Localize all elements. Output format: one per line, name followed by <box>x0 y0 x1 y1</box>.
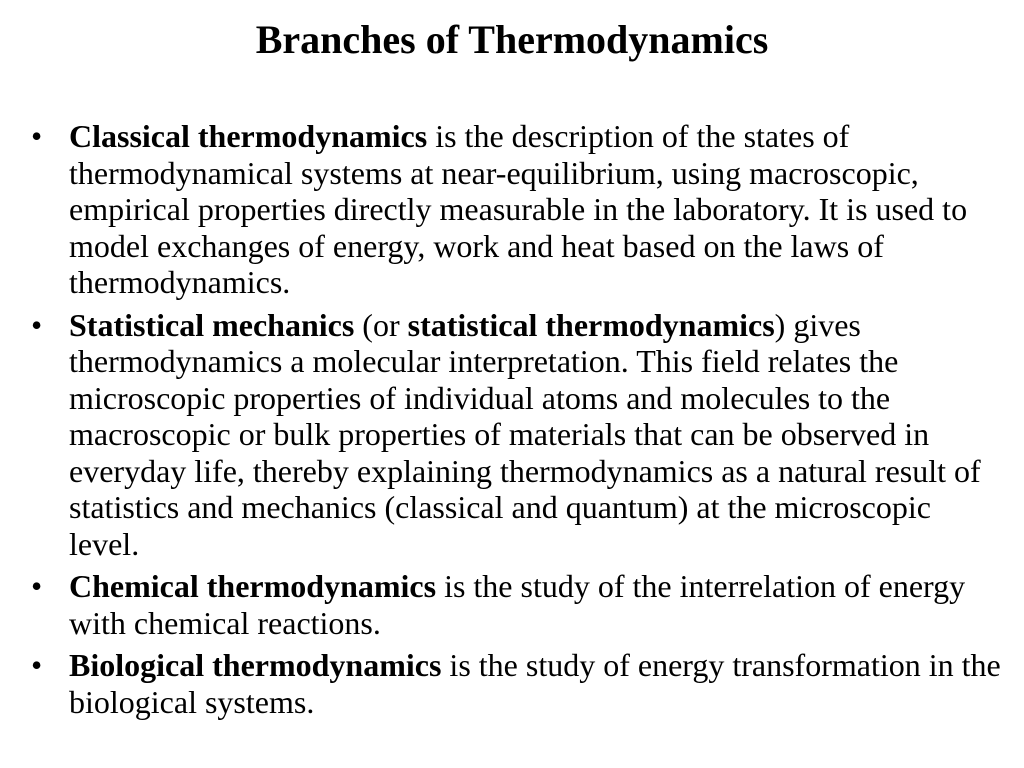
bullet-text: ) gives thermodynamics a molecular interpretation. This field relates the microscopic properties of individual atoms and molecules to the macroscopic or bulk properties of materials that can be observed in everyday life, thereby explaining thermodynamics as a natural result of statistics and mechanics (classical and quantum) at the microscopic level. <box>69 306 981 562</box>
bullet-icon: • <box>31 118 43 154</box>
term-statistical-mechanics: Statistical mechanics <box>69 306 355 343</box>
bullet-text: is the description of the states of thermodynamical systems at near-equilibrium, using macroscopic, empirical properties directly measurable in the laboratory. It is used to model exchanges of energy, work and heat based on the laws of thermodynamics. <box>69 118 968 300</box>
bullet-list <box>0 118 1024 726</box>
term-classical-thermodynamics: Classical thermodynamics <box>69 118 428 154</box>
bullet-statistical-mechanics <box>0 307 1004 563</box>
bullet-text: is the study of the interrelation of energy with chemical reactions. <box>69 568 966 641</box>
bullet-classical-thermodynamics <box>0 118 1004 301</box>
bullet-chemical-thermodynamics <box>0 568 1004 641</box>
bullet-icon: • <box>31 306 43 343</box>
term-chemical-thermodynamics: Chemical thermodynamics <box>69 568 437 604</box>
bullet-biological-thermodynamics <box>0 647 1004 720</box>
bullet-text: is the study of energy transformation in the biological systems. <box>69 647 1001 720</box>
slide-title: Branches of Thermodynamics <box>255 17 769 62</box>
term-biological-thermodynamics: Biological thermodynamics <box>69 647 442 683</box>
term-statistical-thermodynamics: statistical thermodynamics <box>407 306 775 343</box>
bullet-icon: • <box>31 647 43 683</box>
bullet-icon: • <box>31 568 43 604</box>
bullet-text: (or <box>354 306 408 343</box>
